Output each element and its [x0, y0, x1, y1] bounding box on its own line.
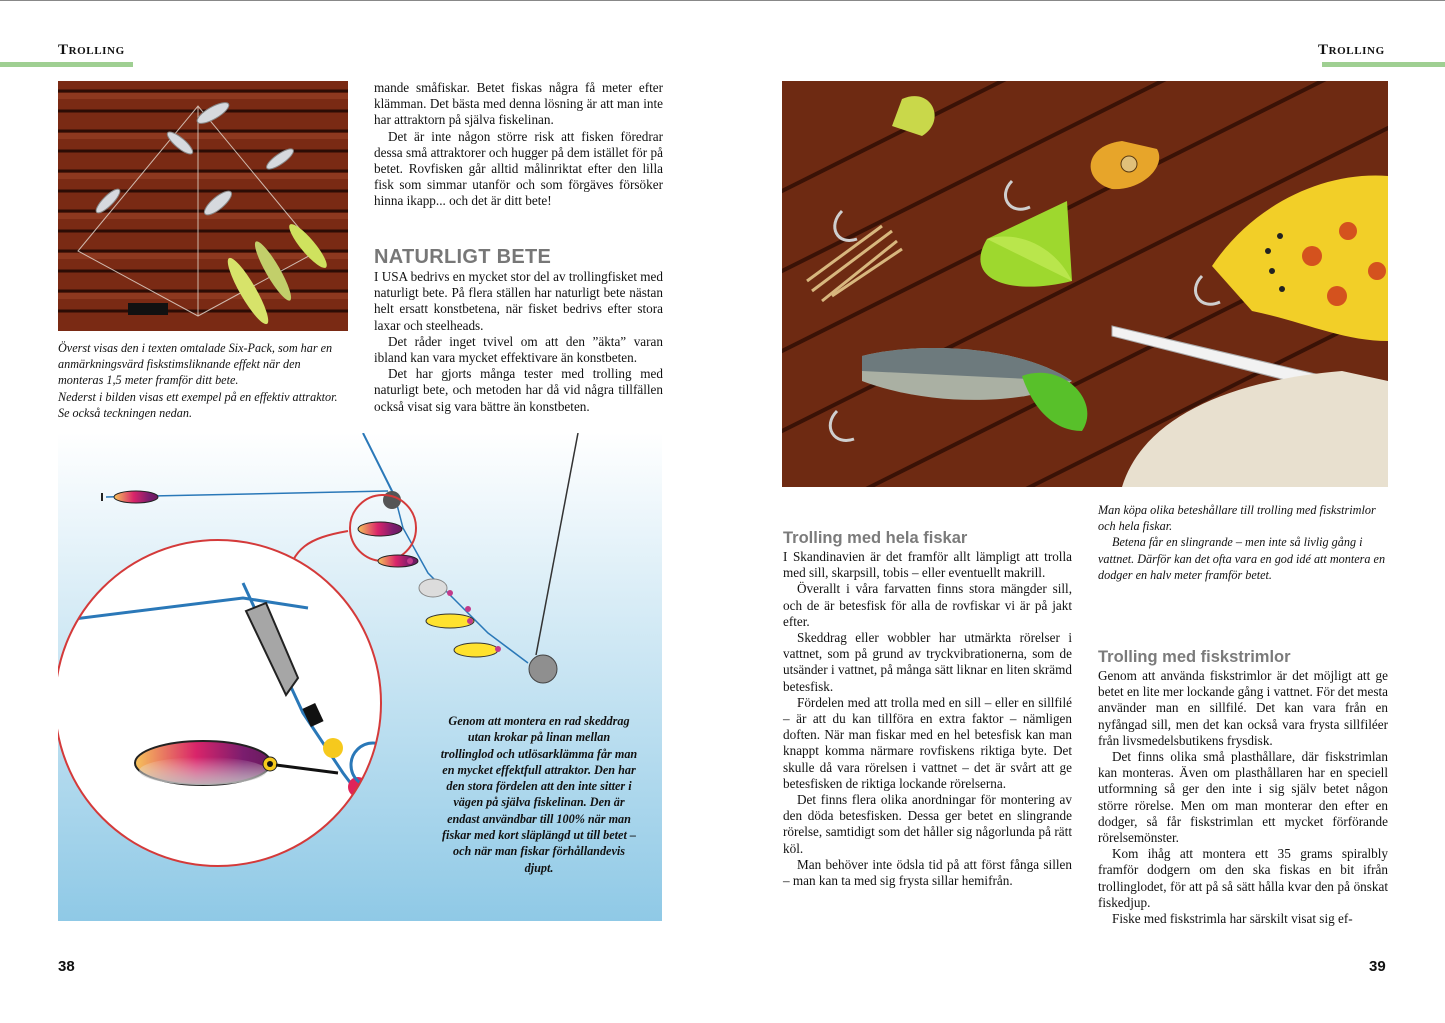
body-paragraph: Fiske med fiskstrimla har särskilt visat sig ef-: [1112, 911, 1353, 927]
header-rule-right: [1322, 62, 1445, 67]
section-heading-whole-fish: Trolling med hela fiskar: [783, 529, 968, 547]
caption-paragraph: Man köpa olika beteshållare till trolling med fiskstrimlor och hela fiskar.: [1098, 503, 1376, 534]
body-paragraph: Genom att använda fiskstrimlor är det möjligt att ge betet en lite mer lockande gång i vattnet. För det mesta använder man en sillfilé. Det kan vara från en nyfångad sill, men det kan också vara frysta sillfiléer från livsmedelsbutikens frysdisk.: [1098, 668, 1388, 748]
running-header-left: Trolling: [58, 42, 125, 58]
caption-paragraph: Nederst i bilden visas ett exempel på en effektiv attraktor. Se också teckningen nedan.: [58, 389, 338, 420]
body-paragraph: mande småfiskar. Betet fiskas några få meter efter klämman. Det bästa med denna lösning är att man inte har attraktorn på själva fiskelinan.: [374, 80, 663, 128]
body-paragraph: I Skandinavien är det framför allt lämpligt att trolla med sill, skarpsill, tobis – eller eventuellt makrill.: [783, 549, 1072, 581]
six-pack-photo: [58, 81, 348, 331]
caption-paragraph: Överst visas den i texten omtalade Six-Pack, som har en anmärkningsvärd fiskstimsliknande effekt när den monteras 1,5 meter framför ditt bete.: [58, 341, 333, 388]
section-heading-fish-strips: Trolling med fiskstrimlor: [1098, 648, 1291, 666]
top-border-line: [0, 0, 1445, 1]
right-photo-caption: [1098, 502, 1388, 583]
body-paragraph: Det finns flera olika anordningar för montering av den döda betesfisken. Dessa ger betet en slingrande rörelse, samtidigt som det håller sig någorlunda på rätt köl.: [783, 792, 1072, 856]
page-number-right: 39: [1369, 958, 1386, 975]
diagram-caption: Genom att montera en rad skeddrag utan krokar på linan mellan trollinglod och utlösarklämma får man en mycket effektfull attraktor. Den har den stora fördelen att den inte sitter i vägen på själva fiskelinan. Den är endast användbar till 100% när man fiskar med kort släplängd ut till betet – och när man fiskar förhållandevis djupt.: [440, 714, 638, 875]
left-text-column-top: [374, 80, 663, 210]
page-number-left: 38: [58, 958, 75, 975]
body-paragraph: Det har gjorts många tester med trolling med naturligt bete, och metoden har då vid några tillfällen också visat sig vara bättre än konstbeten.: [374, 366, 663, 414]
running-header-right: Trolling: [1318, 42, 1385, 58]
fish-strips-column: [1098, 668, 1388, 927]
body-paragraph: I USA bedrivs en mycket stor del av trollingfisket med naturligt bete. På flera ställen har naturligt bete nästan helt ersatt konstbetena, när fisket bedrivs efter stora laxar och steelheads.: [374, 269, 663, 333]
body-paragraph: Det är inte någon större risk att fisken föredrar dessa små attraktorer och hugger på dem istället för på betet. Rovfisken går alltid målinriktat efter den lilla fisk som simmar utanför och som förgäves försöker hinna ikapp... och det är ditt bete!: [374, 128, 663, 209]
left-photo-caption: [58, 340, 348, 421]
bait-holder-photo: [782, 81, 1388, 487]
whole-fish-column: [783, 549, 1072, 889]
body-paragraph: Man behöver inte ödsla tid på att först fånga sillen – man kan ta med sig frysta sillar hemifrån.: [783, 856, 1072, 889]
body-paragraph: Fördelen med att trolla med en sill – eller en sillfilé – är att du kan tillföra en extra faktor – nämligen doften. När man fiskar med en hel betesfisk kan man knappt komma närmare rovfiskens riktiga byte. Det skulle då vara rörelsen i vattnet – det är svårt att ge betesfisken de riktiga lockande rörelserna.: [783, 694, 1072, 791]
body-paragraph: Det finns olika små plasthållare, där fiskstrimlan kan monteras. Även om plasthållaren har en speciell utformning så ger den inte i sig själv betet någon större rörelse. Men om man monterar den efter en dodger, så får fiskstrimlan ett mycket förförande rörelsemönster.: [1098, 749, 1388, 846]
body-paragraph: Överallt i våra farvatten finns stora mängder sill, och de är betesfisk för alla de rovfiskar vi är på jakt efter.: [783, 581, 1072, 629]
section-heading-naturligt-bete: NATURLIGT BETE: [374, 246, 552, 268]
caption-paragraph: Betena får en slingrande – men inte så livlig gång i vattnet. Därför kan det ofta vara en god idé att montera en dodger en halv meter framför betet.: [1098, 535, 1386, 582]
header-rule-left: [0, 62, 133, 67]
body-paragraph: Skeddrag eller wobbler har utmärkta rörelser i vattnet, som på grund av tryckvibrationerna, som de utsänder i vattnet, på många sätt liknar en liten skrämd betesfisk.: [783, 630, 1072, 694]
left-text-column-bottom: [374, 269, 663, 415]
body-paragraph: Kom ihåg att montera ett 35 grams spiralbly framför dodgern om den ska fiskas en bit ifrån trollinglodet, för att på så sätt hålla kvar den på önskat fiskedjup.: [1098, 846, 1388, 910]
body-paragraph: Det råder inget tvivel om att den ”äkta” varan ibland kan vara mycket effektivare än konstbeten.: [374, 333, 663, 366]
